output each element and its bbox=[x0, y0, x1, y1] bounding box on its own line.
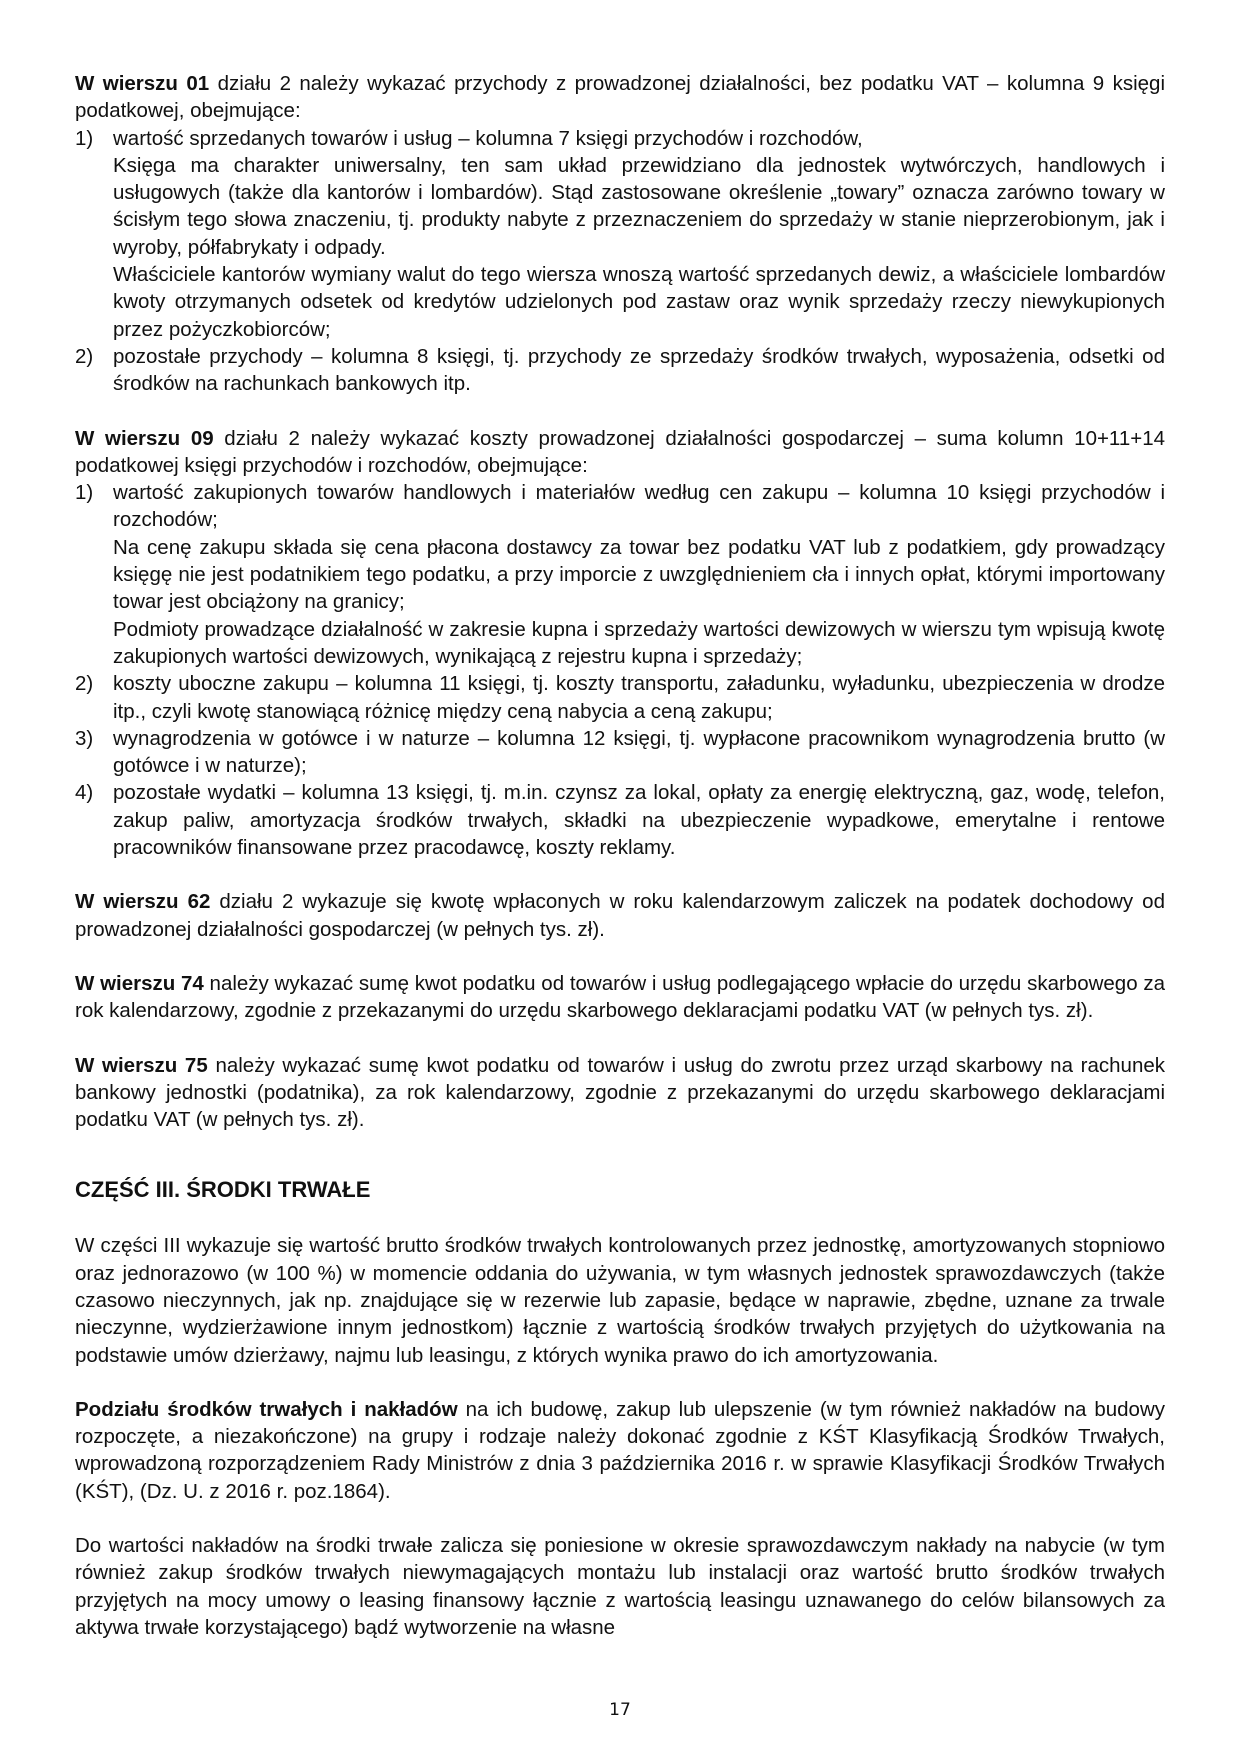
section-row-09 bbox=[75, 425, 1165, 862]
list-number: 1) bbox=[75, 481, 94, 505]
section-row-75 bbox=[75, 1052, 1165, 1134]
row-75-paragraph bbox=[75, 1052, 1165, 1134]
row-74-lead-text: należy wykazać sumę kwot podatku od towarów i usług podlegającego wpłacie do urzędu skarbowego za rok kalendarzowy, zgodnie z przekazanymi do urzędu skarbowego deklaracjami podatku VAT (w pełnych tys. zł). bbox=[75, 971, 1165, 1023]
list-number: 1) bbox=[75, 126, 94, 150]
row-62-lead-text: działu 2 wykazuje się kwotę wpłaconych w roku kalendarzowym zaliczek na podatek dochodowy od prowadzonej działalności gospodarczej (w pełnych tys. zł). bbox=[75, 890, 1165, 941]
list-number: 3) bbox=[75, 726, 94, 750]
row-09-note-2: Podmioty prowadzące działalność w zakresie kupna i sprzedaży wartości dewizowych w wierszu tym wpisują kwotę zakupionych wartości dewizowych, wynikającą z rejestru kupna i sprzedaży; bbox=[113, 617, 1165, 668]
row-09-lead: W wierszu 09 bbox=[75, 426, 214, 450]
list-item bbox=[75, 725, 1165, 780]
list-number: 2) bbox=[75, 672, 94, 696]
row-01-intro bbox=[75, 70, 1165, 125]
list-number: 2) bbox=[75, 344, 94, 368]
list-text: wartość zakupionych towarów handlowych i materiałów według cen zakupu – kolumna 10 księgi przychodów i rozchodów; bbox=[113, 481, 1165, 532]
section-heading: CZĘŚĆ III. ŚRODKI TRWAŁE bbox=[75, 1177, 371, 1203]
list-text: koszty uboczne zakupu – kolumna 11 księgi, tj. koszty transportu, załadunku, wyładunku, ubezpieczenia w drodze itp., czyli kwotę stanowiącą różnicę między ceną nabycia a ceną zakupu; bbox=[113, 672, 1165, 723]
list-text: wartość sprzedanych towarów i usług – kolumna 7 księgi przychodów i rozchodów, bbox=[113, 126, 863, 150]
part3-text-3: Do wartości nakładów na środki trwałe zalicza się poniesione w okresie sprawozdawczym nakłady na nabycie (w tym również zakup środków trwałych niewymagających montażu lub instalacji oraz wartość brutto środków trwałych przyjętych na mocy umowy o leasing finansowy łącznie z wartością leasingu uznawanego do celów bilansowych za aktywa trwałe korzystającego) bądź wytworzenie na własne bbox=[75, 1534, 1165, 1639]
section-row-74 bbox=[75, 970, 1165, 1025]
part3-text-2 bbox=[75, 1396, 1165, 1505]
row-74-lead: W wierszu 74 bbox=[75, 971, 204, 995]
row-09-intro bbox=[75, 425, 1165, 480]
part3-paragraph-2 bbox=[75, 1396, 1165, 1505]
row-01-note-2: Właściciele kantorów wymiany walut do tego wiersza wnoszą wartość sprzedanych dewiz, a właściciele lombardów kwoty otrzymanych odsetek od kredytów udzielonych pod zastaw oraz wynik sprzedaży rzeczy niewykupionych przez pożyczkobiorców; bbox=[113, 263, 1165, 341]
row-75-lead-text: należy wykazać sumę kwot podatku od towarów i usług do zwrotu przez urząd skarbowy na rachunek bankowy jednostki (podatnika), za rok kalendarzowy, zgodnie z przekazanymi do urzędu skarbowego deklaracjami podatku VAT (w pełnych tys. zł). bbox=[75, 1053, 1165, 1132]
row-75-lead: W wierszu 75 bbox=[75, 1053, 208, 1077]
list-number: 4) bbox=[75, 781, 94, 805]
text-column bbox=[75, 70, 1165, 1641]
row-62-lead: W wierszu 62 bbox=[75, 890, 211, 914]
row-62-paragraph bbox=[75, 888, 1165, 943]
row-74-paragraph bbox=[75, 970, 1165, 1025]
list-text: pozostałe przychody – kolumna 8 księgi, tj. przychody ze sprzedaży środków trwałych, wyposażenia, odsetki od środków na rachunkach bankowych itp. bbox=[113, 344, 1165, 396]
row-09-note-1: Na cenę zakupu składa się cena płacona dostawcy za towar bez podatku VAT lub z podatkiem, gdy prowadzący księgę nie jest podatnikiem tego podatku, a przy imporcie z uwzględnieniem cła i innych opłat, którymi importowany towar jest obciążony na granicy; bbox=[113, 535, 1165, 614]
section-row-01 bbox=[75, 70, 1165, 398]
section-row-62 bbox=[75, 888, 1165, 943]
list-item bbox=[75, 343, 1165, 398]
part3-paragraph-1 bbox=[75, 1232, 1165, 1368]
part3-lead: Podziału środków trwałych i nakładów bbox=[75, 1397, 458, 1421]
list-item bbox=[75, 779, 1165, 861]
row-01-lead-text: działu 2 należy wykazać przychody z prowadzonej działalności, bez podatku VAT – kolumna 9 księgi podatkowej, obejmujące: bbox=[75, 72, 1165, 123]
part3-lead-text: na ich budowę, zakup lub ulepszenie (w tym również nakładów na budowy rozpoczęte, a niezakończone) na grupy i rodzaje należy dokonać zgodnie z KŚT Klasyfikacją Środków Trwałych, wprowadzoną rozporządzeniem Rady Ministrów z dnia 3 października 2016 r. w sprawie Klasyfikacji Środków Trwałych (KŚT), (Dz. U. z 2016 r. poz.1864). bbox=[75, 1397, 1165, 1503]
list-text: wynagrodzenia w gotówce i w naturze – kolumna 12 księgi, tj. wypłacone pracownikom wynagrodzenia brutto (w gotówce i w naturze); bbox=[113, 726, 1165, 778]
list-text: pozostałe wydatki – kolumna 13 księgi, tj. m.in. czynsz za lokal, opłaty za energię elektryczną, gaz, wodę, telefon, zakup paliw, amortyzacja środków trwałych, składki na ubezpieczenie wypadkowe, emerytalne i rentowe pracowników finansowane przez pracodawcę, koszty reklamy. bbox=[113, 781, 1165, 860]
list-item bbox=[75, 125, 1165, 152]
list-item bbox=[75, 670, 1165, 725]
part3-paragraph-3 bbox=[75, 1532, 1165, 1641]
row-09-lead-text: działu 2 należy wykazać koszty prowadzonej działalności gospodarczej – suma kolumn 10+11+14 podatkowej księgi przychodów i rozchodów, obejmujące: bbox=[75, 426, 1165, 477]
page-number: 17 bbox=[609, 1700, 631, 1720]
list-item bbox=[75, 479, 1165, 534]
part3-text-1: W części III wykazuje się wartość brutto środków trwałych kontrolowanych przez jednostkę, amortyzowanych stopniowo oraz jednorazowo (w 100 %) w momencie oddania do używania, w tym własnych jednostek sprawozdawczych (także czasowo nieczynnych, jak np. znajdujące się w rezerwie lub zapasie, będące w naprawie, zbędne, uznane za trwale nieczynne, wydzierżawione innym jednostkom) łącznie z wartością środków trwałych przyjętych do użytkowania na podstawie umów dzierżawy, najmu lub leasingu, z których wynika prawo do ich amortyzowania. bbox=[75, 1234, 1165, 1367]
row-01-lead: W wierszu 01 bbox=[75, 72, 210, 95]
row-01-note-1: Księga ma charakter uniwersalny, ten sam układ przewidziano dla jednostek wytwórczych, handlowych i usługowych (także dla kantorów i lombardów). Stąd zastosowane określenie „towary” oznacza zarówno towary w ścisłym tego słowa znaczeniu, tj. produkty nabyte z przeznaczeniem do sprzedaży w stanie nieprzerobionym, jak i wyroby, półfabrykaty i odpady. bbox=[113, 153, 1165, 259]
